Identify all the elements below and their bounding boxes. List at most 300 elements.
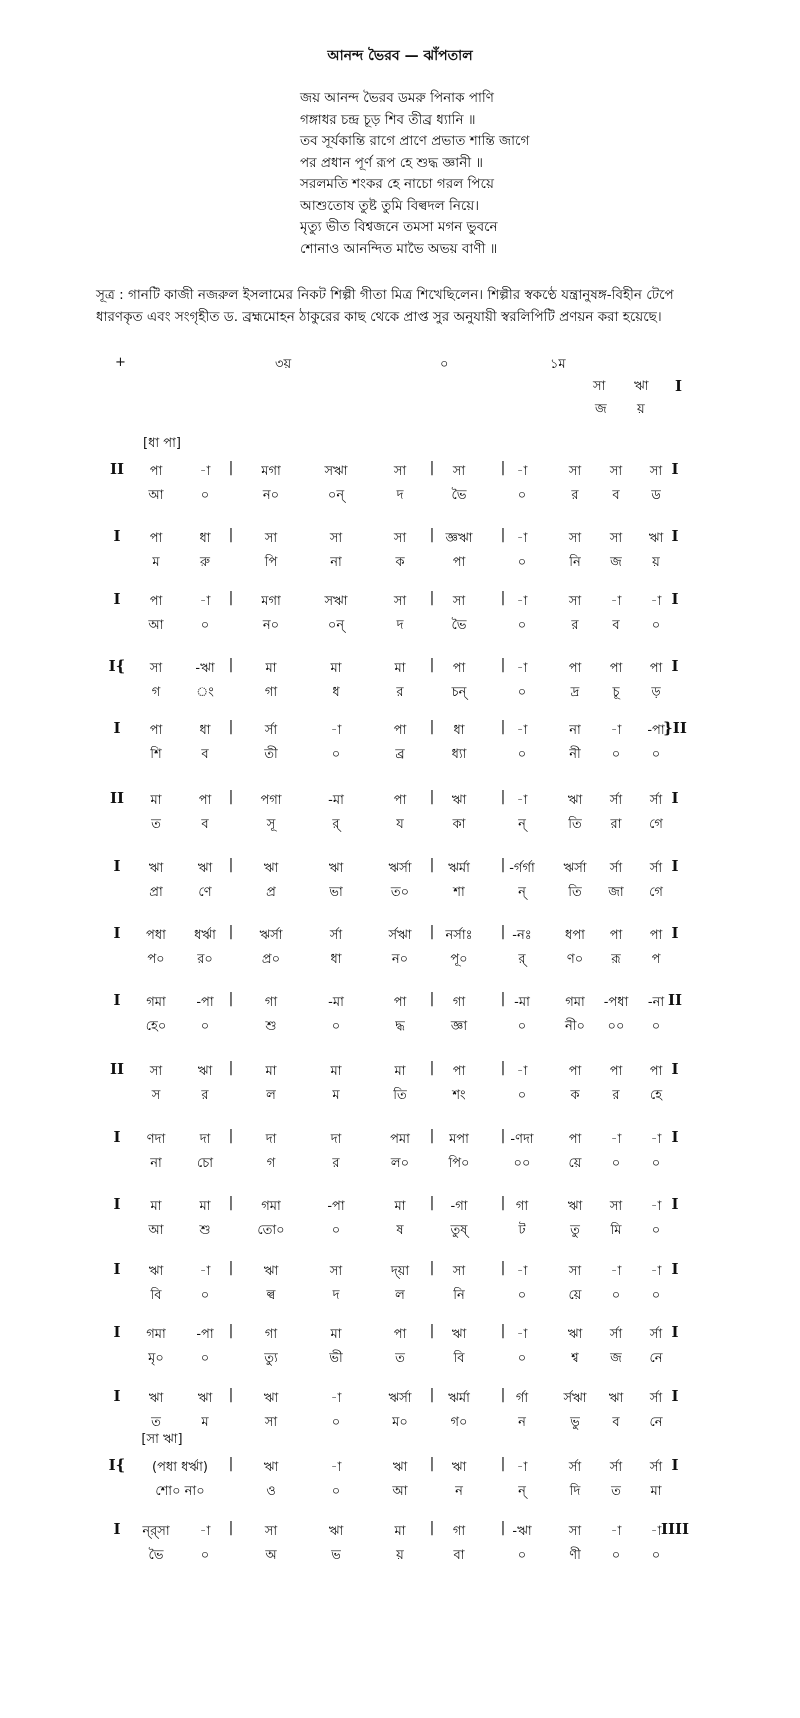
swara-note: ঋা (328, 861, 344, 876)
lyric-syllable: য়ে (568, 1288, 582, 1303)
division-bar: | (429, 460, 435, 476)
lyric-syllable: ০০ (607, 1019, 625, 1034)
end-barline: I (671, 1387, 679, 1405)
lyric-syllable: ম (332, 1088, 340, 1103)
division-bar: | (228, 1260, 234, 1276)
swara-note: দা (199, 1132, 211, 1147)
lyric-syllable: ব্র (395, 747, 405, 762)
swara-note: পা (568, 1064, 582, 1079)
start-barline: II (109, 789, 125, 807)
swara-note: পা (393, 723, 407, 738)
lyric-syllable: ন০ (262, 618, 280, 633)
lyric-syllable: ০ (517, 488, 527, 503)
swara-note: -া (516, 531, 528, 546)
swara-note: ঋা (263, 1460, 279, 1475)
lyric-syllable: ল (395, 1288, 405, 1303)
swara-note: র্সা (649, 1391, 663, 1406)
swara-note: পা (393, 793, 407, 808)
lyric-syllable: জা (608, 885, 624, 900)
swara-note: -ণদা (510, 1132, 534, 1147)
lyric-syllable: ০ (331, 1223, 341, 1238)
lyric-syllable: তু (570, 1223, 580, 1238)
swara-note: র্সা (649, 1460, 663, 1475)
lyric-syllable: আ (148, 618, 164, 633)
source-note-line: ধারণকৃত এবং সংগৃহীত ড. ব্রহ্মমোহন ঠাকুরের কাছ থেকে প্রাপ্ত সুর অনুযায়ী স্বরলিপিটি প্রণয়ন করা হয়েছে। (96, 309, 662, 325)
swara-note: মা (265, 1064, 277, 1079)
division-bar: | (500, 789, 506, 805)
swara-note: -া (516, 594, 528, 609)
swara-note: ঋর্সা (388, 861, 412, 876)
swara-note: -া (199, 464, 211, 479)
swara-note: পা (649, 661, 663, 676)
lyric-syllable: ০ (331, 747, 341, 762)
end-barline: IIII (660, 1520, 690, 1538)
swara-note: গা (264, 995, 278, 1010)
swara-note: -া (650, 1132, 662, 1147)
lyric-syllable: গ০ (450, 1415, 468, 1430)
swara-note: সা (452, 1264, 466, 1279)
swara-note: দা (330, 1132, 342, 1147)
lyric-syllable: আ (148, 488, 164, 503)
source-note-line: সূত্র : গানটি কাজী নজরুল ইসলামের নিকট শিল্পী গীতা মিত্র শিখেছিলেন। শিল্পীর স্বকণ্ঠে যন্ত্রানুষঙ্গ-বিহীন টেপে (96, 287, 674, 303)
swara-note: -া (610, 723, 622, 738)
lyric-syllable: য় (396, 1548, 404, 1563)
lyric-syllable: তি (568, 817, 582, 832)
swara-note: ণদা (146, 1132, 166, 1147)
lyric-syllable: পি০ (448, 1156, 470, 1171)
start-barline: II (109, 1060, 125, 1078)
lyric-syllable: ০ (517, 1351, 527, 1366)
lyric-syllable: প্র (266, 885, 276, 900)
swara-note: র্সা (609, 1460, 623, 1475)
swara-note: পা (149, 531, 163, 546)
division-bar: | (500, 1387, 506, 1403)
swara-note: -া (610, 1132, 622, 1147)
end-barline: I (671, 1060, 679, 1078)
end-barline: I (671, 527, 679, 545)
tala-mark-third: ৩য় (275, 357, 292, 372)
swara-note: ঋা (263, 861, 279, 876)
division-bar: | (228, 1128, 234, 1144)
lyric-syllable: চূ (612, 685, 620, 700)
end-barline: }II (663, 719, 687, 737)
division-bar: | (429, 1195, 435, 1211)
lyric-syllable: গা (264, 685, 278, 700)
division-bar: | (429, 590, 435, 606)
swara-note: র্সঋা (563, 1391, 587, 1406)
swara-note: সা (649, 464, 663, 479)
swara-note: -পা (196, 995, 214, 1010)
swara-note: পা (609, 661, 623, 676)
end-barline: I (671, 590, 679, 608)
swara-note: মা (394, 1064, 406, 1079)
lyric-syllable: র (396, 685, 404, 700)
lyric-syllable: ০ (611, 1548, 621, 1563)
lyric-syllable: দ (396, 488, 404, 503)
lyric-syllable: ০ন্ (327, 488, 345, 503)
lyric-syllable: হে (649, 1088, 663, 1103)
swara-note: পা (149, 723, 163, 738)
lyric-syllable: সূ (266, 817, 276, 832)
lyric-syllable: নী০ (565, 1019, 585, 1034)
end-barline: I (671, 1195, 679, 1213)
start-barline: I (113, 1195, 121, 1213)
lyric-syllable: ম (152, 555, 160, 570)
start-barline: I (113, 924, 121, 942)
swara-note: সা (568, 464, 582, 479)
start-barline: I (113, 719, 121, 737)
swara-note: সা (609, 464, 623, 479)
division-bar: | (500, 460, 506, 476)
lyric-syllable: ০ (517, 685, 527, 700)
division-bar: | (228, 1387, 234, 1403)
swara-note: পা (198, 793, 212, 808)
lyric-syllable: ০ (517, 1088, 527, 1103)
end-barline: I (671, 789, 679, 807)
swara-note: ন্র্সা (142, 1524, 170, 1539)
division-bar: | (500, 590, 506, 606)
swara-note: পা (649, 928, 663, 943)
tala-mark-sam: + (115, 355, 126, 370)
lyric-syllable: চো (196, 1156, 214, 1171)
lyric-syllable: শং (452, 1088, 466, 1103)
lyric-syllable: ০ (517, 555, 527, 570)
end-barline: I (671, 460, 679, 478)
swara-note: পা (609, 928, 623, 943)
swara-note: সা (452, 464, 466, 479)
swara-note: গমা (261, 1199, 281, 1214)
swara-note: সা (329, 531, 343, 546)
lyric-syllable: ক (570, 1088, 580, 1103)
division-bar: | (429, 1520, 435, 1536)
pickup-lyric: য় (637, 402, 645, 417)
swara-note: সা (264, 1524, 278, 1539)
division-bar: | (429, 719, 435, 735)
lyric-syllable: ধা (330, 952, 342, 967)
swara-note: -ঋা (512, 1524, 532, 1539)
swara-note: -া (650, 594, 662, 609)
swara-note: ঋা (567, 1327, 583, 1342)
lyric-syllable: মৃ০ (148, 1351, 164, 1366)
swara-note: ঋা (567, 1199, 583, 1214)
lyric-syllable: ত্যু (264, 1351, 278, 1366)
swara-note: ঋা (197, 1391, 213, 1406)
lyric-syllable: ণে (198, 885, 212, 900)
start-barline: I (113, 590, 121, 608)
lyric-syllable: গে (649, 817, 663, 832)
division-bar: | (429, 1128, 435, 1144)
lyric-syllable: র (571, 488, 579, 503)
swara-note: র্সা (609, 793, 623, 808)
lyric-syllable: অ (265, 1548, 277, 1563)
swara-note: পা (649, 1064, 663, 1079)
lyric-syllable: ন্ (518, 817, 526, 832)
lyric-syllable: দ (332, 1288, 340, 1303)
swara-note: গা (515, 1199, 529, 1214)
swara-note: র্সঋা (388, 928, 412, 943)
swara-note: মা (330, 1327, 342, 1342)
lyric-syllable: ০ (517, 747, 527, 762)
swara-note: -া (516, 1264, 528, 1279)
lyric-syllable: ধ্যা (451, 747, 467, 762)
division-bar: | (429, 1387, 435, 1403)
division-bar: | (429, 1456, 435, 1472)
swara-note: সা (393, 594, 407, 609)
swara-note: -মা (514, 995, 530, 1010)
swara-note: সঋা (324, 594, 348, 609)
swara-note: -পধা (603, 995, 629, 1010)
end-barline: I (671, 1128, 679, 1146)
lyric-syllable: শু (199, 1223, 211, 1238)
lyric-syllable: য়ে (568, 1156, 582, 1171)
swara-note: মা (330, 661, 342, 676)
lyric-syllable: ০ (200, 1548, 210, 1563)
swara-note: পা (568, 1132, 582, 1147)
lyric-syllable: শা (453, 885, 465, 900)
lyric-syllable: র০ (197, 952, 213, 967)
swara-note: ঋা (567, 793, 583, 808)
swara-note: সা (149, 661, 163, 676)
swara-note: দা (265, 1132, 277, 1147)
lyric-syllable: বা (453, 1548, 465, 1563)
tala-mark-first: ১ম (550, 357, 566, 372)
swara-note: -া (330, 1460, 342, 1475)
lyric-syllable: ব (612, 488, 620, 503)
lyric-syllable: ০ (651, 1156, 661, 1171)
lyric-syllable: তুষ্ (450, 1223, 468, 1238)
swara-note: পা (452, 1064, 466, 1079)
lyric-syllable: তি (393, 1088, 407, 1103)
lyric-syllable: প (651, 952, 661, 967)
swara-note: ঋা (197, 861, 213, 876)
swara-note: পা (149, 594, 163, 609)
swara-note: -না (647, 995, 665, 1010)
lyric-syllable: ত (395, 1351, 405, 1366)
swara-note: মা (150, 793, 162, 808)
lyric-syllable: য (396, 817, 404, 832)
lyric-line: সরলমতি শংকর হে নাচো গরল পিয়ে (300, 176, 494, 192)
pickup-swara: সা (593, 379, 606, 394)
lyric-syllable: ড (651, 488, 661, 503)
swara-note: ঋর্সা (563, 861, 587, 876)
division-bar: | (500, 657, 506, 673)
division-bar: | (500, 991, 506, 1007)
lyric-syllable: সা (264, 1415, 278, 1430)
lyric-syllable: ভৈ (451, 618, 467, 633)
swara-note: গা (452, 1524, 466, 1539)
swara-note: -া (516, 723, 528, 738)
lyric-syllable: ত (151, 1415, 161, 1430)
lyric-syllable: গ (266, 1156, 276, 1171)
swara-note: -গা (450, 1199, 468, 1214)
start-barline: I (113, 527, 121, 545)
swara-note: -া (516, 464, 528, 479)
start-barline: II (109, 460, 125, 478)
lyric-syllable: ল্ব (266, 1288, 276, 1303)
start-barline: I (113, 857, 121, 875)
swara-note: সা (568, 531, 582, 546)
swara-note: -পা (196, 1327, 214, 1342)
lyric-syllable: ০ (651, 1223, 661, 1238)
swara-note: -ঋা (195, 661, 215, 676)
swara-note: ধা (199, 531, 211, 546)
division-bar: | (500, 1323, 506, 1339)
division-bar: | (500, 719, 506, 735)
swara-note: র্সা (649, 793, 663, 808)
lyric-syllable: ন (455, 1484, 463, 1499)
swara-note: সা (568, 594, 582, 609)
swara-note: পধা (146, 928, 166, 943)
swara-note: -া (650, 1199, 662, 1214)
lyric-syllable: না (150, 1156, 162, 1171)
division-bar: | (228, 1323, 234, 1339)
lyric-syllable: বি (453, 1351, 465, 1366)
start-barline: I (113, 1128, 121, 1146)
swara-note: ঋা (263, 1391, 279, 1406)
lyric-syllable: ০ (200, 1351, 210, 1366)
division-bar: | (228, 1520, 234, 1536)
lyric-syllable: ধ (332, 685, 340, 700)
pickup-swara: ঋা (634, 379, 649, 394)
lyric-syllable: ব (201, 817, 209, 832)
swara-note: ঋর্সা (388, 1391, 412, 1406)
lyric-syllable: ভৈ (451, 488, 467, 503)
lyric-syllable: মা (650, 1484, 662, 1499)
division-bar: | (429, 1323, 435, 1339)
lyric-syllable: নি (569, 555, 581, 570)
division-bar: | (500, 1195, 506, 1211)
lyric-syllable: ভ (331, 1548, 341, 1563)
pickup-lyric: জ (595, 402, 607, 417)
lyric-syllable: নী (569, 747, 581, 762)
lyric-syllable: প০ (147, 952, 165, 967)
lyric-syllable: তি (568, 885, 582, 900)
division-bar: | (429, 924, 435, 940)
division-bar: | (228, 1195, 234, 1211)
lyric-syllable: ন (518, 1415, 526, 1430)
swara-note: -নঃ (512, 928, 532, 943)
lyric-syllable: তী (264, 747, 278, 762)
lyric-syllable: ০ (200, 618, 210, 633)
swara-note: -র্গর্গা (509, 861, 535, 876)
lyric-syllable: ন০ (262, 488, 280, 503)
division-bar: | (500, 1128, 506, 1144)
swara-note: ঋা (451, 1460, 467, 1475)
lyric-syllable: শো০ না০ (155, 1484, 205, 1499)
lyric-syllable: ত০ (390, 885, 410, 900)
swara-note: -া (516, 1460, 528, 1475)
lyric-syllable: রূ (611, 952, 621, 967)
swara-note: ঋা (197, 1064, 213, 1079)
lyric-syllable: ন্ (518, 1484, 526, 1499)
lyric-syllable: শ্ব (571, 1351, 579, 1366)
lyric-syllable: ০ (651, 1288, 661, 1303)
swara-note: সা (264, 531, 278, 546)
lyric-syllable: তো০ (257, 1223, 285, 1238)
lyric-syllable: ও (266, 1484, 276, 1499)
swara-note: -া (516, 1327, 528, 1342)
lyric-syllable: ক (395, 555, 405, 570)
lyric-line: পর প্রধান পূর্ণ রূপ হে শুদ্ধ জ্ঞানী ॥ (300, 154, 484, 171)
division-bar: | (228, 857, 234, 873)
lyric-syllable: জ (610, 1351, 622, 1366)
swara-note: গা (264, 1327, 278, 1342)
swara-note: ঋা (608, 1391, 624, 1406)
swara-note: -া (610, 1524, 622, 1539)
lyric-syllable: য় (652, 555, 660, 570)
lyric-syllable: ভু (570, 1415, 580, 1430)
swara-note: পা (393, 995, 407, 1010)
swara-note: ঋা (328, 1524, 344, 1539)
lyric-line: জয় আনন্দ ভৈরব ডমরু পিনাক পাণি (300, 90, 494, 106)
lyric-syllable: ন০ (391, 952, 409, 967)
swara-note: ঋা (148, 861, 164, 876)
lyric-syllable: ০ (200, 1019, 210, 1034)
swara-note: মা (394, 1524, 406, 1539)
division-bar: | (500, 527, 506, 543)
division-bar: | (429, 857, 435, 873)
swara-note: ধর্ঋা (194, 928, 216, 943)
lyric-syllable: র্ (332, 817, 340, 832)
division-bar: | (228, 991, 234, 1007)
end-barline: I (671, 857, 679, 875)
swara-note: ধা (199, 723, 211, 738)
division-bar: | (228, 590, 234, 606)
swara-note: র্গা (515, 1391, 529, 1406)
start-barline: I (113, 1387, 121, 1405)
swara-note: মা (199, 1199, 211, 1214)
lyric-syllable: র (612, 1088, 620, 1103)
start-barline: I (113, 1520, 121, 1538)
swara-note: -া (610, 594, 622, 609)
lyric-syllable: র (571, 618, 579, 633)
swara-note: ঋা (648, 531, 664, 546)
swara-note: সঋা (324, 464, 348, 479)
lyric-syllable: ম (201, 1415, 209, 1430)
swara-note: গমা (565, 995, 585, 1010)
swara-note: গমা (146, 1327, 166, 1342)
lyric-syllable: ০ (517, 1548, 527, 1563)
lyric-syllable: ০ (331, 1019, 341, 1034)
lyric-syllable: ০ (651, 1548, 661, 1563)
lyric-line: তব সূর্যকান্তি রাগে প্রাণে প্রভাত শান্তি জাগে (300, 133, 530, 149)
lyric-syllable: র (332, 1156, 340, 1171)
swara-note: -মা (328, 793, 344, 808)
swara-note: পা (149, 464, 163, 479)
swara-note: সা (568, 1524, 582, 1539)
swara-note: মা (394, 661, 406, 676)
swara-note: ঋা (263, 1264, 279, 1279)
division-bar: | (500, 1260, 506, 1276)
lyric-syllable: মি (610, 1223, 622, 1238)
lyric-syllable: জ (610, 555, 622, 570)
lyric-syllable: ড় (651, 685, 661, 700)
swara-note: -মা (328, 995, 344, 1010)
lyric-syllable: ষ (396, 1223, 404, 1238)
swara-note: ঋা (451, 1327, 467, 1342)
swara-note: মগা (261, 464, 281, 479)
lyric-syllable: রা (610, 817, 622, 832)
swara-note: র্সা (264, 723, 278, 738)
swara-note: র্সা (609, 861, 623, 876)
swara-note: -া (199, 1524, 211, 1539)
division-bar: | (500, 1060, 506, 1076)
lyric-syllable: স (151, 1088, 161, 1103)
division-bar: | (429, 1260, 435, 1276)
lyric-syllable: ০ (651, 618, 661, 633)
lyric-syllable: ণী (569, 1548, 581, 1563)
swara-note: -পা (647, 723, 665, 738)
